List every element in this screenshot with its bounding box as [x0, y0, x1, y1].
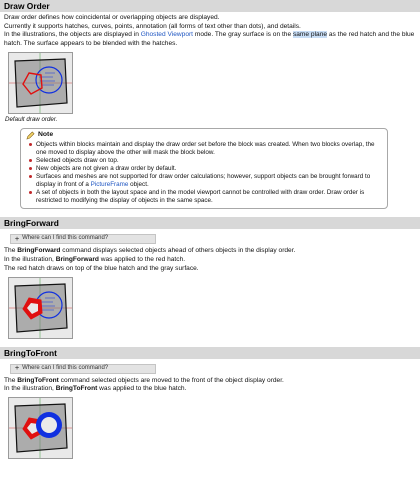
bringtofront-figure	[8, 397, 73, 459]
note-title	[26, 131, 383, 140]
section-draw-order	[0, 12, 420, 209]
where-can-i-find-button[interactable]	[10, 364, 156, 374]
figure-graphic	[9, 53, 72, 113]
command-name: BringForward	[55, 256, 99, 264]
text-segment: In the illustrations, the objects are displayed in	[4, 31, 141, 39]
text-segment: as the red hatch and the blue hatch. The surface appears to be blended with the hatches.	[4, 31, 415, 48]
text-segment: command displays selected objects ahead of others objects in the display order.	[60, 247, 296, 255]
text-segment: The	[4, 247, 18, 255]
text-segment: was applied to the blue hatch.	[97, 385, 187, 393]
text-segment: The	[4, 376, 18, 384]
section-header-draw-order: Draw Order	[0, 0, 420, 12]
where-can-i-find-label: Where can I find this command?	[22, 235, 109, 242]
text-segment: In the illustration,	[4, 385, 56, 393]
default-draw-order-figure	[8, 52, 73, 114]
note-item: A set of objects in both the layout space and in the model viewport cannot be controlled with draw order. Draw order is restricted to modifying the display of objects in the same space.	[36, 189, 383, 205]
bringtofront-illustration-text	[4, 385, 416, 394]
command-name: BringToFront	[55, 385, 98, 393]
highlighted-text: same plane	[292, 31, 328, 39]
section-header-bringtofront: BringToFront	[0, 347, 420, 359]
bringforward-illustration-text	[4, 256, 416, 265]
text-segment: command selected objects are moved to the front of the object display order.	[58, 376, 284, 384]
note-item: Selected objects draw on top.	[36, 157, 383, 165]
text-segment: was applied to the red hatch.	[98, 256, 186, 264]
section-bringtofront	[0, 359, 420, 460]
expand-plus-icon: +	[15, 235, 20, 243]
command-name: BringToFront	[17, 376, 59, 384]
note-box	[20, 128, 388, 209]
note-list	[26, 141, 383, 205]
note-item: New objects are not given a draw order by default.	[36, 165, 383, 173]
text-segment: mode. The gray surface is on the	[193, 31, 293, 39]
note-item: Objects within blocks maintain and display the draw order set before the block was created. When two blocks overlap, the one moved to display above the other will mask the block below.	[36, 141, 383, 157]
draw-order-support: Currently it supports hatches, curves, points, annotation (all forms of text other than dots), and details.	[4, 22, 301, 30]
ghosted-viewport-link[interactable]: Ghosted Viewport	[140, 31, 194, 39]
where-can-i-find-button[interactable]	[10, 234, 156, 244]
draw-order-illustration-text	[4, 31, 416, 48]
pictureframe-link[interactable]: PictureFrame	[90, 181, 129, 189]
bringforward-result-text: The red hatch draws on top of the blue hatch and the gray surface.	[4, 264, 199, 272]
note-pencil-icon	[26, 131, 35, 140]
figure-graphic	[9, 278, 72, 338]
bringforward-description	[4, 247, 416, 256]
bringtofront-description	[4, 377, 416, 386]
draw-order-intro: Draw order defines how coincidental or overlapping objects are displayed.	[4, 14, 220, 21]
expand-plus-icon: +	[15, 364, 20, 372]
note-item	[36, 173, 383, 189]
section-bringforward	[0, 229, 420, 338]
text-segment: Surfaces and meshes are not supported for draw order calculations; however, support objects can be brought forward to display in front of a	[36, 173, 371, 189]
text-segment: In the illustration,	[4, 256, 56, 264]
text-segment: object.	[128, 181, 149, 189]
where-can-i-find-label: Where can I find this command?	[22, 364, 109, 371]
note-title-label: Note	[38, 131, 54, 139]
bringforward-figure	[8, 277, 73, 339]
section-header-bringforward: BringForward	[0, 217, 420, 229]
figure-caption: Default draw order.	[5, 115, 58, 123]
command-name: BringForward	[17, 247, 61, 255]
figure-graphic	[9, 398, 72, 458]
